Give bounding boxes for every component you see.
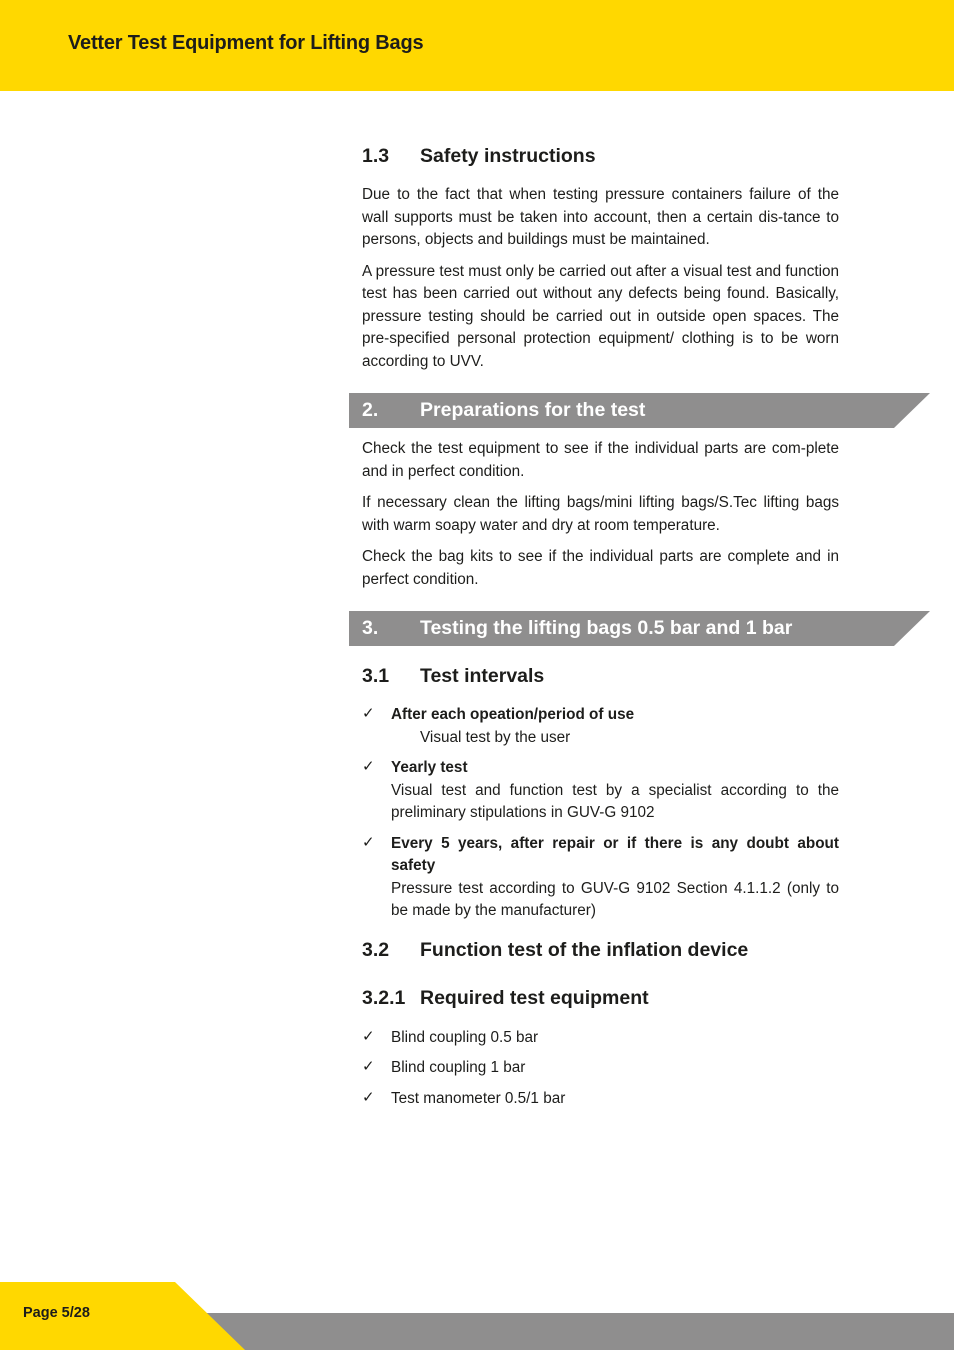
checkmark-icon: ✓ bbox=[362, 1026, 375, 1045]
main-content bbox=[362, 140, 839, 1118]
checkmark-icon: ✓ bbox=[362, 757, 375, 775]
section-number: 3.1 bbox=[362, 664, 390, 687]
paragraph: A pressure test must only be carried out after a visual test and function test has been carried out without any defects being found. Basically, pressure testing should be carried out in outside open spaces. The pre-specified personal protection equipment/ clothing is to be worn according to UVV. bbox=[362, 262, 840, 370]
list-item bbox=[362, 1088, 839, 1111]
item-description: Pressure test according to GUV-G 9102 Section 4.1.1.2 (only to be made by the manufacturer) bbox=[391, 879, 839, 919]
header-bar bbox=[0, 0, 954, 91]
section-number: 3. bbox=[362, 617, 379, 640]
section-heading bbox=[362, 140, 839, 172]
section-title: Testing the lifting bags 0.5 bar and 1 bar bbox=[420, 617, 793, 640]
section-number: 3.2 bbox=[362, 939, 390, 962]
paragraph: Due to the fact that when testing pressure containers failure of the wall supports must be taken into account, then a certain dis-tance to persons, objects and buildings must be maintained. bbox=[362, 186, 839, 248]
section-heading bbox=[362, 660, 839, 692]
section-number: 2. bbox=[362, 399, 379, 422]
paragraph: Check the bag kits to see if the individual parts are complete and in perfect condition. bbox=[362, 548, 839, 588]
item-description: Visual test and function test by a specialist according to the preliminary stipulations in GUV-G 9102 bbox=[391, 781, 839, 821]
list-item bbox=[362, 1057, 839, 1080]
section-heading bbox=[362, 935, 839, 967]
section-title: Required test equipment bbox=[420, 987, 649, 1010]
item-description: Visual test by the user bbox=[420, 728, 571, 746]
document-title: Vetter Test Equipment for Lifting Bags bbox=[68, 32, 424, 54]
section-title: Safety instructions bbox=[420, 144, 596, 167]
paragraph: Check the test equipment to see if the individual parts are com-plete and in perfect condition. bbox=[362, 440, 839, 480]
section-title: Preparations for the test bbox=[420, 399, 646, 422]
checkmark-icon: ✓ bbox=[362, 1057, 375, 1075]
paragraph: If necessary clean the lifting bags/mini lifting bags/S.Tec lifting bags with warm soapy water and dry at room temperature. bbox=[362, 494, 839, 534]
section-title: Test intervals bbox=[420, 664, 545, 687]
item-text: Test manometer 0.5/1 bar bbox=[391, 1089, 566, 1107]
section-number: 3.2.1 bbox=[362, 987, 406, 1010]
section-banner bbox=[349, 393, 930, 428]
list-item bbox=[362, 757, 839, 825]
item-title: Every 5 years, after repair or if there is any doubt about safety bbox=[391, 834, 839, 874]
item-title: After each opeation/period of use bbox=[391, 706, 635, 723]
list-item bbox=[362, 833, 839, 923]
page-number: Page 5/28 bbox=[23, 1305, 90, 1321]
section-banner bbox=[349, 611, 930, 646]
section-number: 1.3 bbox=[362, 144, 390, 167]
item-text: Blind coupling 1 bar bbox=[391, 1059, 526, 1076]
list-item bbox=[362, 1027, 839, 1050]
checkmark-icon: ✓ bbox=[362, 832, 375, 851]
test-interval-list bbox=[362, 704, 839, 923]
equipment-list bbox=[362, 1027, 839, 1111]
list-item bbox=[362, 704, 839, 749]
checkmark-icon: ✓ bbox=[362, 1087, 375, 1106]
item-title: Yearly test bbox=[391, 759, 468, 776]
section-title: Function test of the inflation device bbox=[420, 939, 749, 962]
section-heading bbox=[362, 983, 839, 1015]
item-text: Blind coupling 0.5 bar bbox=[391, 1028, 539, 1046]
checkmark-icon: ✓ bbox=[362, 704, 375, 722]
